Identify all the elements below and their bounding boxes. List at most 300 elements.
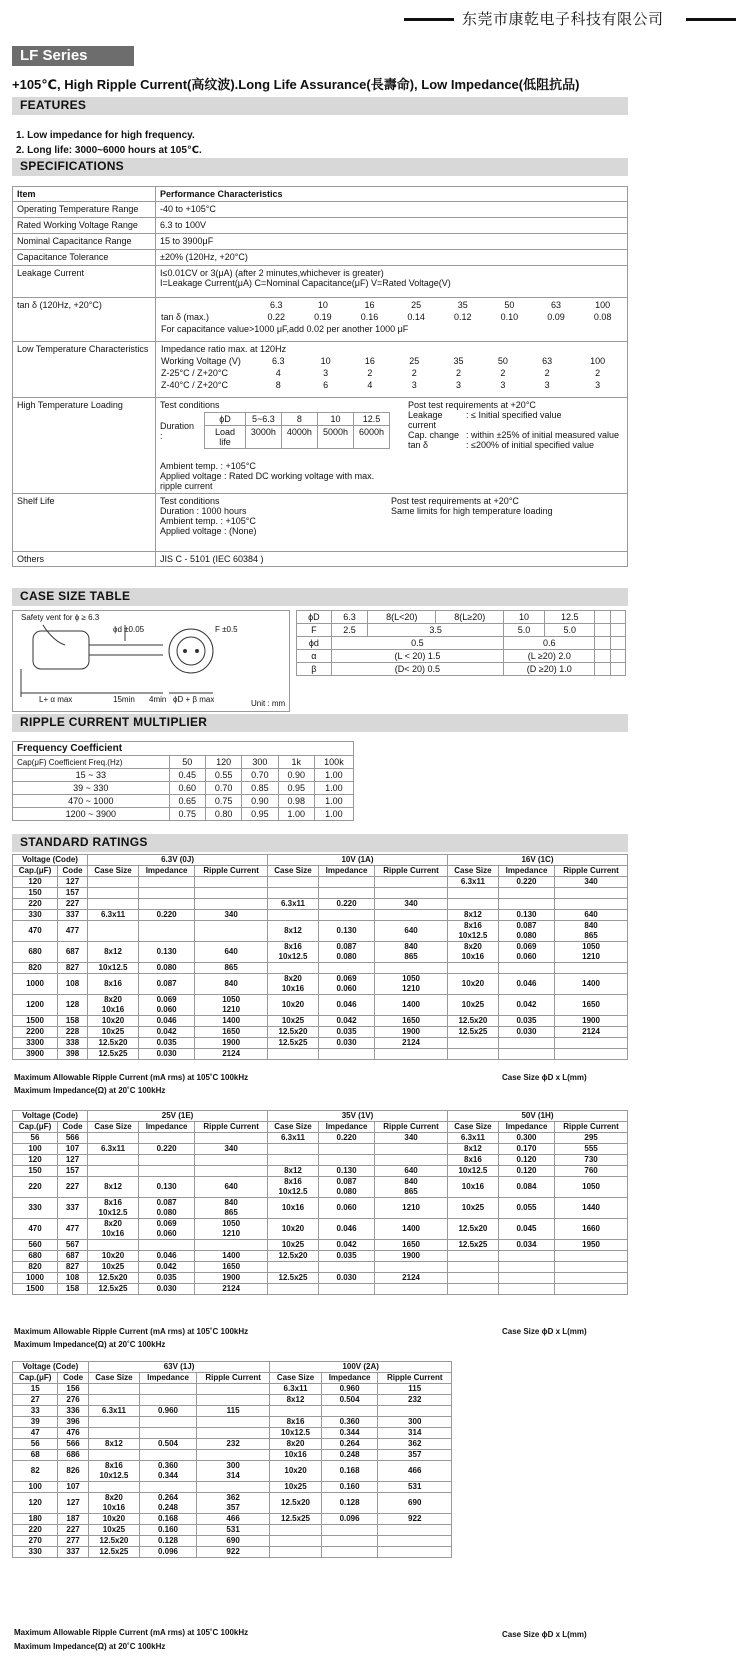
note-case-size: Case Size ϕD x L(mm) <box>502 1327 587 1336</box>
case-size <box>447 888 498 899</box>
code-value: 477 <box>58 921 88 942</box>
code-value: 227 <box>58 1177 88 1198</box>
ratings-table-2 <box>12 1110 628 1295</box>
low-temp-value: 2 <box>500 368 506 378</box>
ripple-current: 115 <box>196 1406 269 1417</box>
cap-value: 56 <box>13 1133 58 1144</box>
ripple-current: 340 <box>195 1144 268 1155</box>
headline: +105℃, High Ripple Current(高纹波).Long Life Assurance(長壽命), Low Impedance(低阻抗品) <box>12 77 580 92</box>
code-value: 338 <box>58 1038 88 1049</box>
ripple-coefficient: 0.90 <box>278 769 314 782</box>
case-size <box>270 1536 321 1547</box>
spec-header-perf: Performance Characteristics <box>156 187 628 202</box>
ratings-row <box>13 963 628 974</box>
cap-value: 27 <box>13 1395 58 1406</box>
ripple-coefficient: 0.75 <box>205 795 241 808</box>
case-size <box>268 963 319 974</box>
case-size <box>88 1384 139 1395</box>
impedance: 0.360 0.344 <box>140 1461 197 1482</box>
low-temp-voltage: 25 <box>409 356 420 366</box>
ratings-row <box>13 1049 628 1060</box>
impedance: 0.130 <box>138 1177 194 1198</box>
impedance: 0.046 <box>138 1016 194 1027</box>
low-temp-table <box>157 343 626 391</box>
impedance: 0.130 <box>138 942 194 963</box>
ripple-cap-range: 15 ~ 33 <box>13 769 170 782</box>
impedance <box>498 1038 554 1049</box>
case-size <box>447 1251 498 1262</box>
case-15min-label: 15min <box>113 695 135 704</box>
code-value: 477 <box>58 1219 88 1240</box>
code-value: 566 <box>58 1133 88 1144</box>
cap-value: 47 <box>13 1428 58 1439</box>
tan-voltage: 50 <box>504 300 515 310</box>
ripple-current: 730 <box>555 1155 628 1166</box>
ripple-current: 690 <box>378 1493 452 1514</box>
code-value: 108 <box>58 1273 88 1284</box>
ratings-h-impedance: Impedance <box>498 866 554 877</box>
ripple-current: 1440 <box>555 1198 628 1219</box>
spec-key: tan δ (120Hz, +20°C) <box>13 298 156 342</box>
tan-voltage: 6.3 <box>270 300 283 310</box>
cap-value: 3300 <box>13 1038 58 1049</box>
case-size: 10x12.5 <box>88 963 139 974</box>
spec-value <box>156 298 628 342</box>
ripple-coefficient: 0.55 <box>205 769 241 782</box>
ripple-current <box>195 888 268 899</box>
case-cell: 0.5 <box>331 637 503 650</box>
ratings-h-ripple: Ripple Current <box>375 866 448 877</box>
case-size <box>268 910 319 921</box>
cap-value: 82 <box>13 1461 58 1482</box>
ripple-coefficient: 0.95 <box>242 808 278 821</box>
cap-value: 3900 <box>13 1049 58 1060</box>
feature-item: 2. Long life: 3000~6000 hours at 105℃. <box>16 145 202 156</box>
ripple-current <box>375 963 448 974</box>
case-size: 12.5x25 <box>447 1027 498 1038</box>
note-case-size: Case Size ϕD x L(mm) <box>502 1073 587 1082</box>
ripple-current <box>555 1038 628 1049</box>
impedance <box>318 877 374 888</box>
ripple-current <box>378 1536 452 1547</box>
ratings-h-code: Code <box>58 1122 88 1133</box>
ripple-current <box>555 1251 628 1262</box>
ripple-current: 2124 <box>375 1038 448 1049</box>
ratings-row <box>13 1439 452 1450</box>
code-value: 227 <box>58 899 88 910</box>
ripple-current: 1650 <box>195 1262 268 1273</box>
case-size <box>88 1240 139 1251</box>
code-value: 827 <box>58 963 88 974</box>
case-size: 8x20 10x16 <box>88 995 139 1016</box>
impedance: 0.030 <box>318 1038 374 1049</box>
ratings-table-3 <box>12 1361 452 1558</box>
cap-value: 68 <box>13 1450 58 1461</box>
ripple-current: 640 <box>375 1166 448 1177</box>
ratings-h-cap: Cap.(μF) <box>13 1122 58 1133</box>
cap-value: 1000 <box>13 974 58 995</box>
shelf-line: Ambient temp. : +105°C <box>160 516 256 526</box>
impedance: 0.087 0.080 <box>498 921 554 942</box>
code-value: 827 <box>58 1262 88 1273</box>
case-size: 10x20 <box>268 995 319 1016</box>
ratings-h-cap: Cap.(μF) <box>13 1373 58 1384</box>
spec-key: Rated Working Voltage Range <box>13 218 156 234</box>
case-size: 10x25 <box>88 1027 139 1038</box>
case-size <box>268 888 319 899</box>
ripple-cap-range: 470 ~ 1000 <box>13 795 170 808</box>
code-value: 107 <box>58 1482 88 1493</box>
case-size: 8x16 <box>270 1417 321 1428</box>
impedance <box>138 1155 194 1166</box>
case-size: 8x12 <box>268 1166 319 1177</box>
ratings-row <box>13 1133 628 1144</box>
case-size: 10x20 <box>270 1461 321 1482</box>
case-f-label: F ±0.5 <box>215 625 238 634</box>
case-cell: 10 <box>504 611 545 624</box>
cap-value: 220 <box>13 1525 58 1536</box>
ripple-current: 1900 <box>195 1273 268 1284</box>
low-temp-value: 3 <box>456 380 462 390</box>
case-size: 10x25 <box>447 995 498 1016</box>
impedance <box>318 1284 374 1295</box>
ratings-row <box>13 877 628 888</box>
divider <box>404 18 454 21</box>
ratings-voltage: 25V (1E) <box>88 1111 268 1122</box>
cap-value: 1500 <box>13 1016 58 1027</box>
leakage-line: I=Leakage Current(μA) C=Nominal Capacitance(μF) V=Rated Voltage(V) <box>160 278 451 288</box>
ratings-voltage: 63V (1J) <box>88 1362 270 1373</box>
dur-cell: 10 <box>317 413 353 426</box>
cap-value: 680 <box>13 1251 58 1262</box>
ratings-row <box>13 1144 628 1155</box>
ripple-current: 340 <box>375 899 448 910</box>
ratings-row <box>13 1450 452 1461</box>
case-size: 12.5x25 <box>88 1284 139 1295</box>
spec-value <box>156 342 628 398</box>
low-temp-voltage: 16 <box>364 356 375 366</box>
case-size <box>88 1417 139 1428</box>
case-unit: Unit : mm <box>251 699 286 708</box>
ripple-freq: 120 <box>205 756 241 769</box>
low-temp-voltage: 63 <box>542 356 553 366</box>
ratings-h-impedance: Impedance <box>140 1373 197 1384</box>
case-size: 12.5x25 <box>268 1273 319 1284</box>
cap-value: 100 <box>13 1144 58 1155</box>
case-size: 12.5x25 <box>88 1547 139 1558</box>
cap-value: 560 <box>13 1240 58 1251</box>
feature-item: 1. Low impedance for high frequency. <box>16 130 195 141</box>
tan-value: 0.10 <box>500 312 519 322</box>
ripple-current: 531 <box>378 1482 452 1493</box>
impedance: 0.046 <box>498 974 554 995</box>
impedance: 0.069 0.060 <box>138 1219 194 1240</box>
low-temp-value: 3 <box>323 368 329 378</box>
ripple-header <box>13 756 170 769</box>
spec-key: Low Temperature Characteristics <box>13 342 156 398</box>
ratings-row <box>13 1198 628 1219</box>
ratings-row <box>13 942 628 963</box>
impedance <box>140 1482 197 1493</box>
ratings-row <box>13 1395 452 1406</box>
req-key: Leakage current <box>408 410 443 430</box>
ripple-current: 922 <box>378 1514 452 1525</box>
case-size: 8x20 10x16 <box>447 942 498 963</box>
case-size: 12.5x20 <box>88 1536 139 1547</box>
code-value: 826 <box>58 1461 88 1482</box>
ratings-row <box>13 1536 452 1547</box>
tan-value: 0.08 <box>593 312 612 322</box>
ratings-voltage-label: Voltage (Code) <box>13 1111 88 1122</box>
cap-value: 470 <box>13 1219 58 1240</box>
ripple-current: 640 <box>555 910 628 921</box>
note-max-impedance: Maximum Impedance(Ω) at 20˚C 100kHz <box>14 1086 166 1095</box>
case-size <box>88 888 139 899</box>
duration-table <box>204 412 390 449</box>
case-size: 12.5x20 <box>447 1219 498 1240</box>
case-size: 8x12 <box>88 1439 139 1450</box>
ratings-row <box>13 1493 452 1514</box>
case-size <box>88 877 139 888</box>
ratings-row <box>13 1155 628 1166</box>
shelf-post: Post test requirements at +20°C <box>391 496 519 506</box>
cap-value: 470 <box>13 921 58 942</box>
impedance <box>138 899 194 910</box>
impedance: 0.160 <box>140 1525 197 1536</box>
case-size: 6.3x11 <box>447 877 498 888</box>
case-cell: α <box>297 650 332 663</box>
ripple-current: 1050 1210 <box>375 974 448 995</box>
ripple-current <box>196 1450 269 1461</box>
ripple-coefficient: 0.95 <box>278 782 314 795</box>
low-temp-value: 3 <box>544 380 550 390</box>
case-cell: F <box>297 624 332 637</box>
impedance <box>498 899 554 910</box>
tan-value: 0.14 <box>407 312 425 322</box>
case-size: 8x16 <box>88 974 139 995</box>
case-size: 10x12.5 <box>270 1428 321 1439</box>
impedance: 0.035 <box>498 1016 554 1027</box>
case-size: 12.5x20 <box>270 1493 321 1514</box>
case-size <box>268 1049 319 1060</box>
spec-value: -40 to +105°C <box>156 202 628 218</box>
ripple-current: 922 <box>196 1547 269 1558</box>
low-temp-label: Z-40°C / Z+20°C <box>161 380 228 390</box>
impedance: 0.168 <box>321 1461 378 1482</box>
spec-key: High Temperature Loading <box>13 398 156 494</box>
case-size <box>447 1262 498 1273</box>
impedance: 0.035 <box>318 1251 374 1262</box>
ripple-current <box>196 1482 269 1493</box>
ratings-row <box>13 1027 628 1038</box>
impedance: 0.080 <box>138 963 194 974</box>
case-size: 8x16 10x12.5 <box>88 1461 139 1482</box>
cap-value: 120 <box>13 1493 58 1514</box>
impedance <box>138 877 194 888</box>
impedance: 0.087 0.080 <box>318 1177 374 1198</box>
tan-value: 0.16 <box>360 312 379 322</box>
impedance: 0.030 <box>498 1027 554 1038</box>
spec-value <box>156 398 628 494</box>
ripple-current: 340 <box>195 910 268 921</box>
impedance: 0.168 <box>140 1514 197 1525</box>
case-size <box>88 1155 139 1166</box>
ripple-current: 1400 <box>375 1219 448 1240</box>
case-size: 12.5x20 <box>88 1273 139 1284</box>
impedance: 0.045 <box>498 1219 554 1240</box>
ratings-row <box>13 1038 628 1049</box>
ratings-h-case: Case Size <box>88 1373 139 1384</box>
ripple-current: 1050 1210 <box>555 942 628 963</box>
dur-cell: 3000h <box>245 426 281 449</box>
req-key: Cap. change <box>408 430 460 440</box>
case-size: 6.3x11 <box>268 899 319 910</box>
case-cell: ϕD <box>297 611 332 624</box>
impedance: 0.220 <box>138 910 194 921</box>
ratings-voltage: 16V (1C) <box>447 855 627 866</box>
ripple-cap-range: 1200 ~ 3900 <box>13 808 170 821</box>
ripple-current <box>555 1273 628 1284</box>
case-size: 12.5x20 <box>268 1027 319 1038</box>
impedance <box>140 1428 197 1439</box>
ripple-current <box>375 1262 448 1273</box>
case-size <box>447 1049 498 1060</box>
impedance <box>140 1417 197 1428</box>
ripple-freq: 100k <box>314 756 353 769</box>
company-name: 东莞市康乾电子科技有限公司 <box>462 11 664 28</box>
dur-cell: 12.5 <box>353 413 389 426</box>
code-value: 157 <box>58 888 88 899</box>
ripple-coefficient: 0.60 <box>169 782 205 795</box>
ripple-current <box>195 1133 268 1144</box>
low-temp-voltage: 10 <box>320 356 331 366</box>
case-size: 10x25 <box>447 1198 498 1219</box>
code-value: 127 <box>58 1155 88 1166</box>
ratings-voltage-label: Voltage (Code) <box>13 1362 89 1373</box>
ripple-coefficient: 0.98 <box>278 795 314 808</box>
case-size <box>88 1133 139 1144</box>
case-size: 8x20 10x16 <box>88 1219 139 1240</box>
tan-voltage: 100 <box>595 300 611 310</box>
dur-cell: 5000h <box>317 426 353 449</box>
impedance: 0.035 <box>138 1038 194 1049</box>
low-temp-value: 2 <box>367 368 373 378</box>
case-size: 8x20 10x16 <box>88 1493 139 1514</box>
low-temp-value: 3 <box>411 380 417 390</box>
case-size: 6.3x11 <box>268 1133 319 1144</box>
ripple-current: 840 865 <box>195 1198 268 1219</box>
low-temp-voltage: 6.3 <box>271 356 285 366</box>
ratings-voltage-label: Voltage (Code) <box>13 855 88 866</box>
impedance: 0.170 <box>498 1144 554 1155</box>
shelf-same: Same limits for high temperature loading <box>391 506 553 516</box>
section-case-size: CASE SIZE TABLE <box>12 588 628 606</box>
applied-voltage: Applied voltage : Rated DC working voltage with max. ripple current <box>160 471 375 491</box>
case-size: 10x25 <box>268 1240 319 1251</box>
impedance <box>318 1144 374 1155</box>
ripple-coefficient: 0.45 <box>169 769 205 782</box>
case-size: 8x20 <box>270 1439 321 1450</box>
ripple-current: 1050 <box>555 1177 628 1198</box>
note-max-ripple: Maximum Allowable Ripple Current (mA rms) at 105˚C 100kHz <box>14 1073 249 1082</box>
section-ripple-multiplier: RIPPLE CURRENT MULTIPLIER <box>12 714 628 732</box>
ratings-h-impedance: Impedance <box>318 1122 374 1133</box>
low-temp-title: Impedance ratio max. at 120Hz <box>161 344 287 354</box>
ripple-current: 1900 <box>195 1038 268 1049</box>
impedance: 0.220 <box>138 1144 194 1155</box>
ripple-current: 300 <box>378 1417 452 1428</box>
ratings-h-ripple: Ripple Current <box>195 1122 268 1133</box>
cap-value: 15 <box>13 1384 58 1395</box>
ratings-h-case: Case Size <box>88 866 139 877</box>
ripple-current <box>378 1525 452 1536</box>
dur-cell: Load life <box>205 426 246 449</box>
ripple-current <box>375 877 448 888</box>
spec-key: Leakage Current <box>13 266 156 298</box>
shelf-line: Test conditions <box>160 496 220 506</box>
ripple-current: 1900 <box>555 1016 628 1027</box>
case-size <box>270 1525 321 1536</box>
ripple-current: 2124 <box>195 1049 268 1060</box>
ripple-current: 840 <box>195 974 268 995</box>
ratings-table-1 <box>12 854 628 1060</box>
code-value: 398 <box>58 1049 88 1060</box>
impedance <box>140 1384 197 1395</box>
ripple-current: 1900 <box>375 1251 448 1262</box>
ripple-current: 466 <box>196 1514 269 1525</box>
ripple-current: 466 <box>378 1461 452 1482</box>
req-value: : within ±25% of initial measured value <box>466 430 620 440</box>
case-size <box>88 1450 139 1461</box>
ratings-header-row <box>13 1373 452 1384</box>
code-value: 396 <box>58 1417 88 1428</box>
ripple-h-freq: Freq.(Hz) <box>88 757 123 767</box>
ratings-voltage: 35V (1V) <box>268 1111 448 1122</box>
case-size: 10x12.5 <box>447 1166 498 1177</box>
code-value: 158 <box>58 1284 88 1295</box>
section-standard-ratings: STANDARD RATINGS <box>12 834 628 852</box>
impedance: 0.087 <box>138 974 194 995</box>
case-size: 12.5x25 <box>447 1240 498 1251</box>
ripple-coefficient: 0.90 <box>242 795 278 808</box>
impedance: 0.069 0.060 <box>138 995 194 1016</box>
ripple-current: 1900 <box>375 1027 448 1038</box>
impedance: 0.220 <box>318 899 374 910</box>
low-temp-value: 4 <box>275 368 281 378</box>
cap-value: 56 <box>13 1439 58 1450</box>
section-features: FEATURES <box>12 97 628 115</box>
impedance: 0.042 <box>138 1027 194 1038</box>
ratings-row <box>13 995 628 1016</box>
cap-value: 2200 <box>13 1027 58 1038</box>
case-size: 6.3x11 <box>447 1133 498 1144</box>
ripple-current: 1400 <box>375 995 448 1016</box>
case-size: 10x25 <box>88 1525 139 1536</box>
ripple-current: 2124 <box>195 1284 268 1295</box>
code-value: 157 <box>58 1166 88 1177</box>
impedance <box>138 888 194 899</box>
impedance: 0.360 <box>321 1417 378 1428</box>
case-size: 6.3x11 <box>88 1406 139 1417</box>
ratings-h-impedance: Impedance <box>138 1122 194 1133</box>
ripple-freq: 50 <box>169 756 205 769</box>
impedance: 0.504 <box>140 1439 197 1450</box>
impedance: 0.069 0.060 <box>318 974 374 995</box>
code-value: 127 <box>58 877 88 888</box>
impedance: 0.030 <box>138 1284 194 1295</box>
case-cell: 3.5 <box>368 624 504 637</box>
ratings-voltage: 100V (2A) <box>270 1362 452 1373</box>
